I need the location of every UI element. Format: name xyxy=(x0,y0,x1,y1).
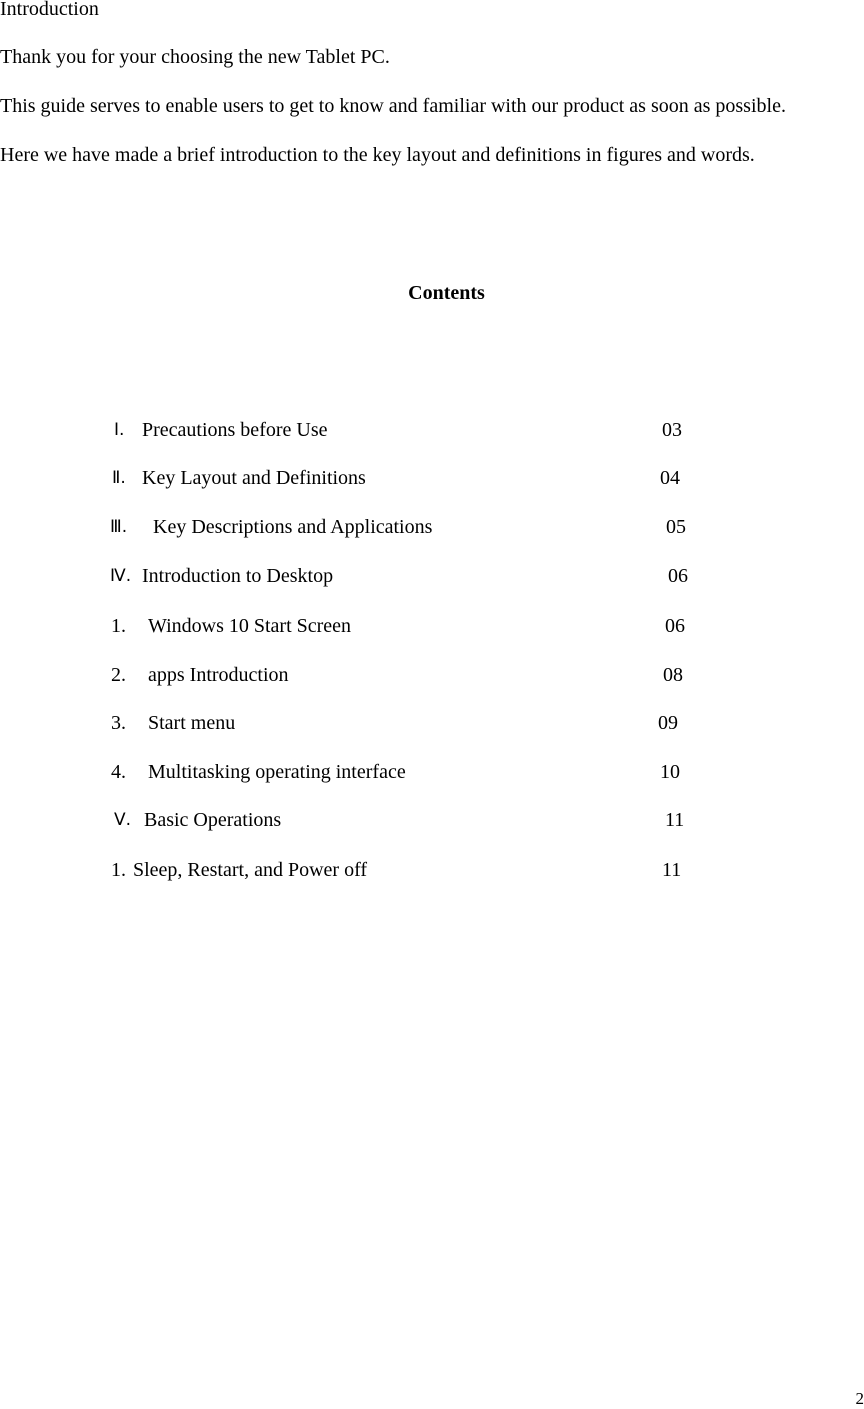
toc-entry-label: Basic Operations xyxy=(144,809,282,831)
toc-entry-label: Introduction to Desktop xyxy=(142,565,334,587)
toc-entry-label: Start menu xyxy=(148,712,236,734)
toc-entry-key-descriptions[interactable] xyxy=(0,514,864,540)
intro-paragraph-overview: Here we have made a brief introduction to the key layout and definitions in figures and words. xyxy=(0,144,755,166)
toc-entry-number: 1. xyxy=(111,615,126,637)
toc-entry-label: apps Introduction xyxy=(148,664,289,686)
toc-entry-label: Key Layout and Definitions xyxy=(142,467,366,489)
toc-entry-number: 1. xyxy=(111,859,126,881)
toc-entry-page: 06 xyxy=(668,565,688,587)
toc-entry-start-menu[interactable] xyxy=(0,710,864,736)
toc-entry-number: 2. xyxy=(111,664,126,686)
toc-entry-label: Multitasking operating interface xyxy=(148,761,406,783)
intro-paragraph-thanks: Thank you for your choosing the new Tablet PC. xyxy=(0,46,390,68)
toc-entry-page: 08 xyxy=(663,664,683,686)
toc-entry-key-layout[interactable] xyxy=(0,465,864,491)
page-number: 2 xyxy=(855,1389,864,1408)
toc-entry-page: 09 xyxy=(658,712,678,734)
toc-entry-desktop[interactable] xyxy=(0,563,864,589)
intro-paragraph-purpose: This guide serves to enable users to get to know and familiar with our product as soon as possible. xyxy=(0,95,786,117)
toc-entry-page: 04 xyxy=(660,467,680,489)
toc-entry-label: Sleep, Restart, and Power off xyxy=(133,859,368,881)
toc-entry-page: 03 xyxy=(662,419,682,441)
toc-entry-label: Precautions before Use xyxy=(142,419,328,441)
toc-entry-number: Ⅲ. xyxy=(110,517,128,537)
toc-entry-number: Ⅴ. xyxy=(114,810,132,830)
toc-entry-page: 05 xyxy=(666,516,686,538)
toc-entry-page: 11 xyxy=(665,809,685,831)
toc-entry-multitasking[interactable] xyxy=(0,759,864,785)
toc-entry-page: 10 xyxy=(660,761,680,783)
toc-entry-label: Windows 10 Start Screen xyxy=(148,615,352,637)
toc-entry-sleep-restart[interactable] xyxy=(0,857,864,883)
toc-entry-page: 11 xyxy=(662,859,682,881)
toc-entry-number: 3. xyxy=(111,712,126,734)
toc-entry-label: Key Descriptions and Applications xyxy=(153,516,433,538)
toc-entry-precautions[interactable] xyxy=(0,417,864,443)
toc-entry-basic-operations[interactable] xyxy=(0,807,864,833)
toc-entry-number: Ⅱ. xyxy=(112,468,126,488)
toc-entry-number: 4. xyxy=(111,761,126,783)
intro-heading: Introduction xyxy=(0,0,99,20)
toc-entry-page: 06 xyxy=(665,615,685,637)
toc-entry-number: Ⅰ. xyxy=(114,420,125,440)
toc-entry-start-screen[interactable] xyxy=(0,613,864,639)
toc-entry-number: Ⅳ. xyxy=(110,566,132,586)
toc-entry-apps[interactable] xyxy=(0,662,864,688)
contents-title: Contents xyxy=(408,282,485,304)
